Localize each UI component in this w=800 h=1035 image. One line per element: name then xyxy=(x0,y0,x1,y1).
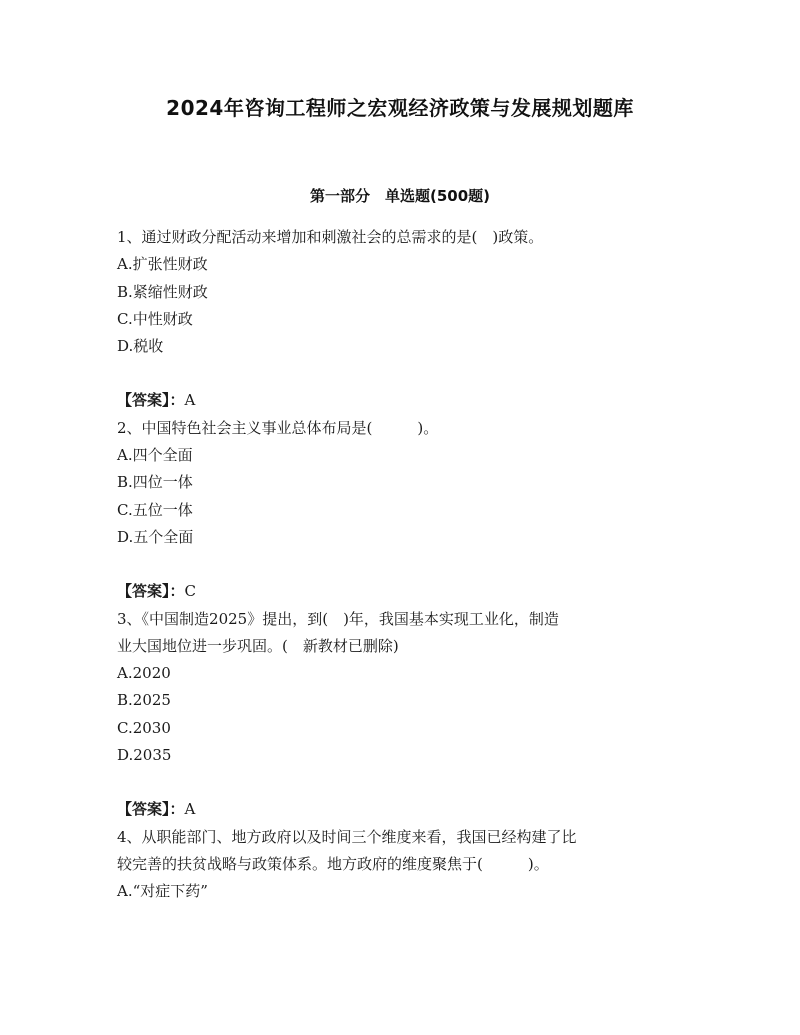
option-c: C.中性财政 xyxy=(117,309,193,328)
document-title: 2024年咨询工程师之宏观经济政策与发展规划题库 xyxy=(166,96,634,120)
option-b: B.2025 xyxy=(117,691,171,710)
option-a: A.四个全面 xyxy=(117,446,193,465)
question-1 xyxy=(117,224,687,415)
option-a: A.“对症下药” xyxy=(117,882,208,901)
option-d: D.税收 xyxy=(117,337,164,356)
option-a: A.2020 xyxy=(117,664,171,683)
question-stem: 1、通过财政分配活动来增加和刺激社会的总需求的是( )政策。 xyxy=(117,228,544,246)
option-d: D.2035 xyxy=(117,746,172,765)
answer-label: 【答案】： xyxy=(117,800,185,819)
answer-label: 【答案】： xyxy=(117,582,185,601)
answer-value: A xyxy=(184,391,196,410)
question-stem-line-2: 业大国地位进一步巩固。( 新教材已删除) xyxy=(117,636,399,655)
question-stem-line-2: 较完善的扶贫战略与政策体系。地方政府的维度聚焦于( )。 xyxy=(117,854,549,873)
question-stem-line-1: 4、从职能部门、地方政府以及时间三个维度来看，我国已经构建了比 xyxy=(117,827,577,846)
answer-label: 【答案】： xyxy=(117,391,185,410)
question-3 xyxy=(117,606,687,824)
question-stem: 2、中国特色社会主义事业总体布局是( )。 xyxy=(117,418,439,437)
answer-value: C xyxy=(184,582,196,601)
answer-line xyxy=(117,387,687,414)
option-b: B.紧缩性财政 xyxy=(117,282,208,301)
answer-value: A xyxy=(184,800,196,819)
answer-line xyxy=(117,578,687,605)
section-title: 第一部分 单选题(500题) xyxy=(309,187,491,205)
option-b: B.四位一体 xyxy=(117,473,193,492)
option-c: C.2030 xyxy=(117,718,171,737)
question-list xyxy=(117,224,687,906)
option-d: D.五个全面 xyxy=(117,527,194,546)
answer-line xyxy=(117,796,687,823)
question-4 xyxy=(117,824,687,906)
question-stem-line-1: 3、《中国制造2025》提出，到( )年，我国基本实现工业化，制造 xyxy=(117,609,559,628)
option-a: A.扩张性财政 xyxy=(117,255,208,274)
option-c: C.五位一体 xyxy=(117,500,193,519)
question-2 xyxy=(117,415,687,606)
